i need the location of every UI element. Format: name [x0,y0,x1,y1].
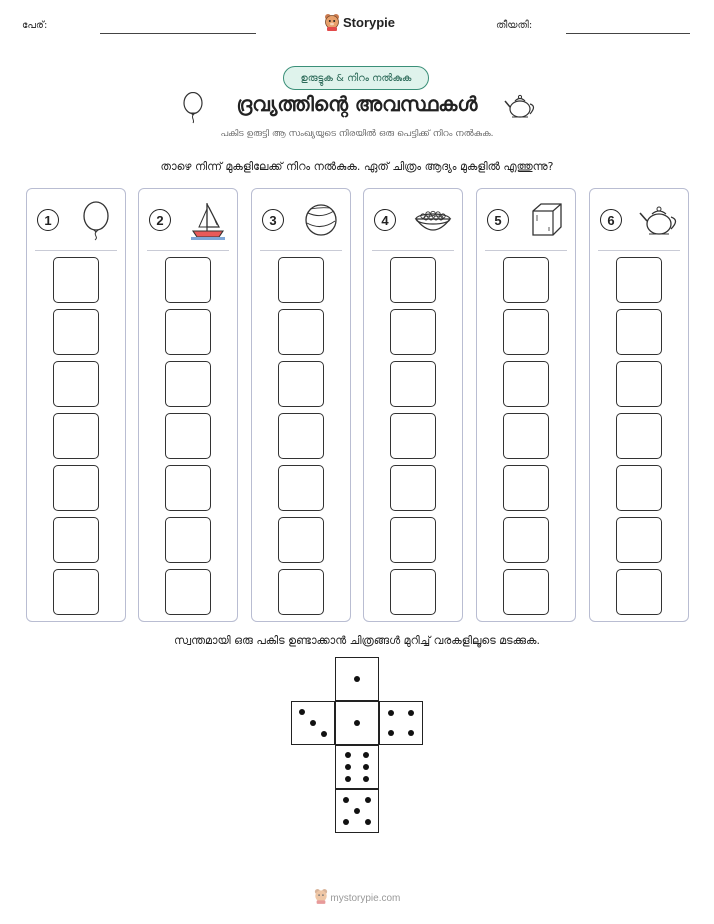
column-divider [147,250,229,251]
ball-icon [300,199,342,241]
die-pip [354,808,360,814]
die-face [379,701,423,745]
column-divider [372,250,454,251]
die-pip [310,720,316,726]
column-number: 3 [262,209,284,231]
name-label: പേര്: [22,20,48,31]
color-box[interactable] [503,257,549,303]
color-box[interactable] [278,465,324,511]
die-pip [354,720,360,726]
dice-column-1 [26,188,126,622]
die-pip [408,710,414,716]
die-pip [363,752,369,758]
page-subtitle: പകിട ഉരുട്ടി ആ സംഖ്യയുടെ നിരയിൽ ഒരു പെട്ടിക്ക് നിറം നൽകുക. [220,129,494,139]
column-number: 2 [149,209,171,231]
color-box[interactable] [165,257,211,303]
sailboat-icon [187,199,229,241]
color-box[interactable] [616,517,662,563]
brand-logo [324,13,395,31]
die-pip [343,819,349,825]
footer [0,888,714,904]
balloon-icon [75,199,117,241]
footer-url: mystorypie.com [330,893,401,904]
color-box[interactable] [53,517,99,563]
color-box[interactable] [503,361,549,407]
color-box[interactable] [278,413,324,459]
storypie-mascot-icon [314,888,328,904]
cereal-bowl-icon [412,199,454,241]
color-box[interactable] [390,257,436,303]
color-box[interactable] [53,465,99,511]
die-pip [363,776,369,782]
die-pip [345,764,351,770]
color-box[interactable] [390,361,436,407]
die-pip [365,797,371,803]
die-pip [345,776,351,782]
column-divider [35,250,117,251]
color-box[interactable] [165,465,211,511]
die-pip [388,710,394,716]
ice-cube-icon [525,199,567,241]
die-face [335,789,379,833]
teapot-icon [638,199,680,241]
die-pip [321,731,327,737]
color-box[interactable] [390,413,436,459]
column-number: 5 [487,209,509,231]
date-label: തീയതി: [496,20,533,31]
column-number: 1 [37,209,59,231]
column-divider [598,250,680,251]
teapot-icon [504,92,538,120]
color-box[interactable] [278,309,324,355]
column-number: 4 [374,209,396,231]
activity-badge: ഉരുട്ടുക & നിറം നൽകുക [283,66,429,90]
color-box[interactable] [53,361,99,407]
color-box[interactable] [53,413,99,459]
die-pip [408,730,414,736]
color-box[interactable] [278,257,324,303]
die-pip [343,797,349,803]
die-face [335,745,379,789]
date-line [566,33,690,34]
color-box[interactable] [278,517,324,563]
instruction-text: താഴെ നിന്ന് മുകളിലേക്ക് നിറം നൽകുക. ഏത് ചിത്രം ആദ്യം മുകളിൽ എത്തുന്നു? [160,160,554,173]
color-box[interactable] [616,465,662,511]
die-face [291,701,335,745]
color-box[interactable] [390,309,436,355]
die-pip [365,819,371,825]
color-box[interactable] [165,361,211,407]
dice-column-5 [476,188,576,622]
color-box[interactable] [616,413,662,459]
name-line [100,33,256,34]
fold-instruction: സ്വന്തമായി ഒരു പകിട ഉണ്ടാക്കാൻ ചിത്രങ്ങൾ മുറിച്ച് വരകളിലൂടെ മടക്കുക. [174,634,540,647]
dice-column-3 [251,188,351,622]
dice-column-6 [589,188,689,622]
color-box[interactable] [53,569,99,615]
column-divider [260,250,342,251]
die-face [335,657,379,701]
color-box[interactable] [53,257,99,303]
die-pip [345,752,351,758]
color-box[interactable] [390,569,436,615]
color-box[interactable] [616,257,662,303]
color-box[interactable] [616,309,662,355]
column-divider [485,250,567,251]
color-box[interactable] [616,569,662,615]
page-title: ദ്രവ്യത്തിന്റെ അവസ്ഥകൾ [236,92,478,116]
color-box[interactable] [390,465,436,511]
color-box[interactable] [503,569,549,615]
die-pip [363,764,369,770]
dice-column-2 [138,188,238,622]
color-box[interactable] [278,361,324,407]
dice-column-4 [363,188,463,622]
column-number: 6 [600,209,622,231]
die-pip [388,730,394,736]
color-box[interactable] [165,309,211,355]
die-pip [299,709,305,715]
color-box[interactable] [165,517,211,563]
die-pip [354,676,360,682]
color-box[interactable] [278,569,324,615]
color-box[interactable] [503,465,549,511]
color-box[interactable] [53,309,99,355]
die-face [335,701,379,745]
color-box[interactable] [503,517,549,563]
brand-name: Storypie [343,14,396,30]
color-box[interactable] [165,413,211,459]
color-box[interactable] [616,361,662,407]
color-box[interactable] [503,309,549,355]
color-box[interactable] [503,413,549,459]
color-box[interactable] [165,569,211,615]
storypie-mascot-icon [324,13,340,31]
color-box[interactable] [390,517,436,563]
